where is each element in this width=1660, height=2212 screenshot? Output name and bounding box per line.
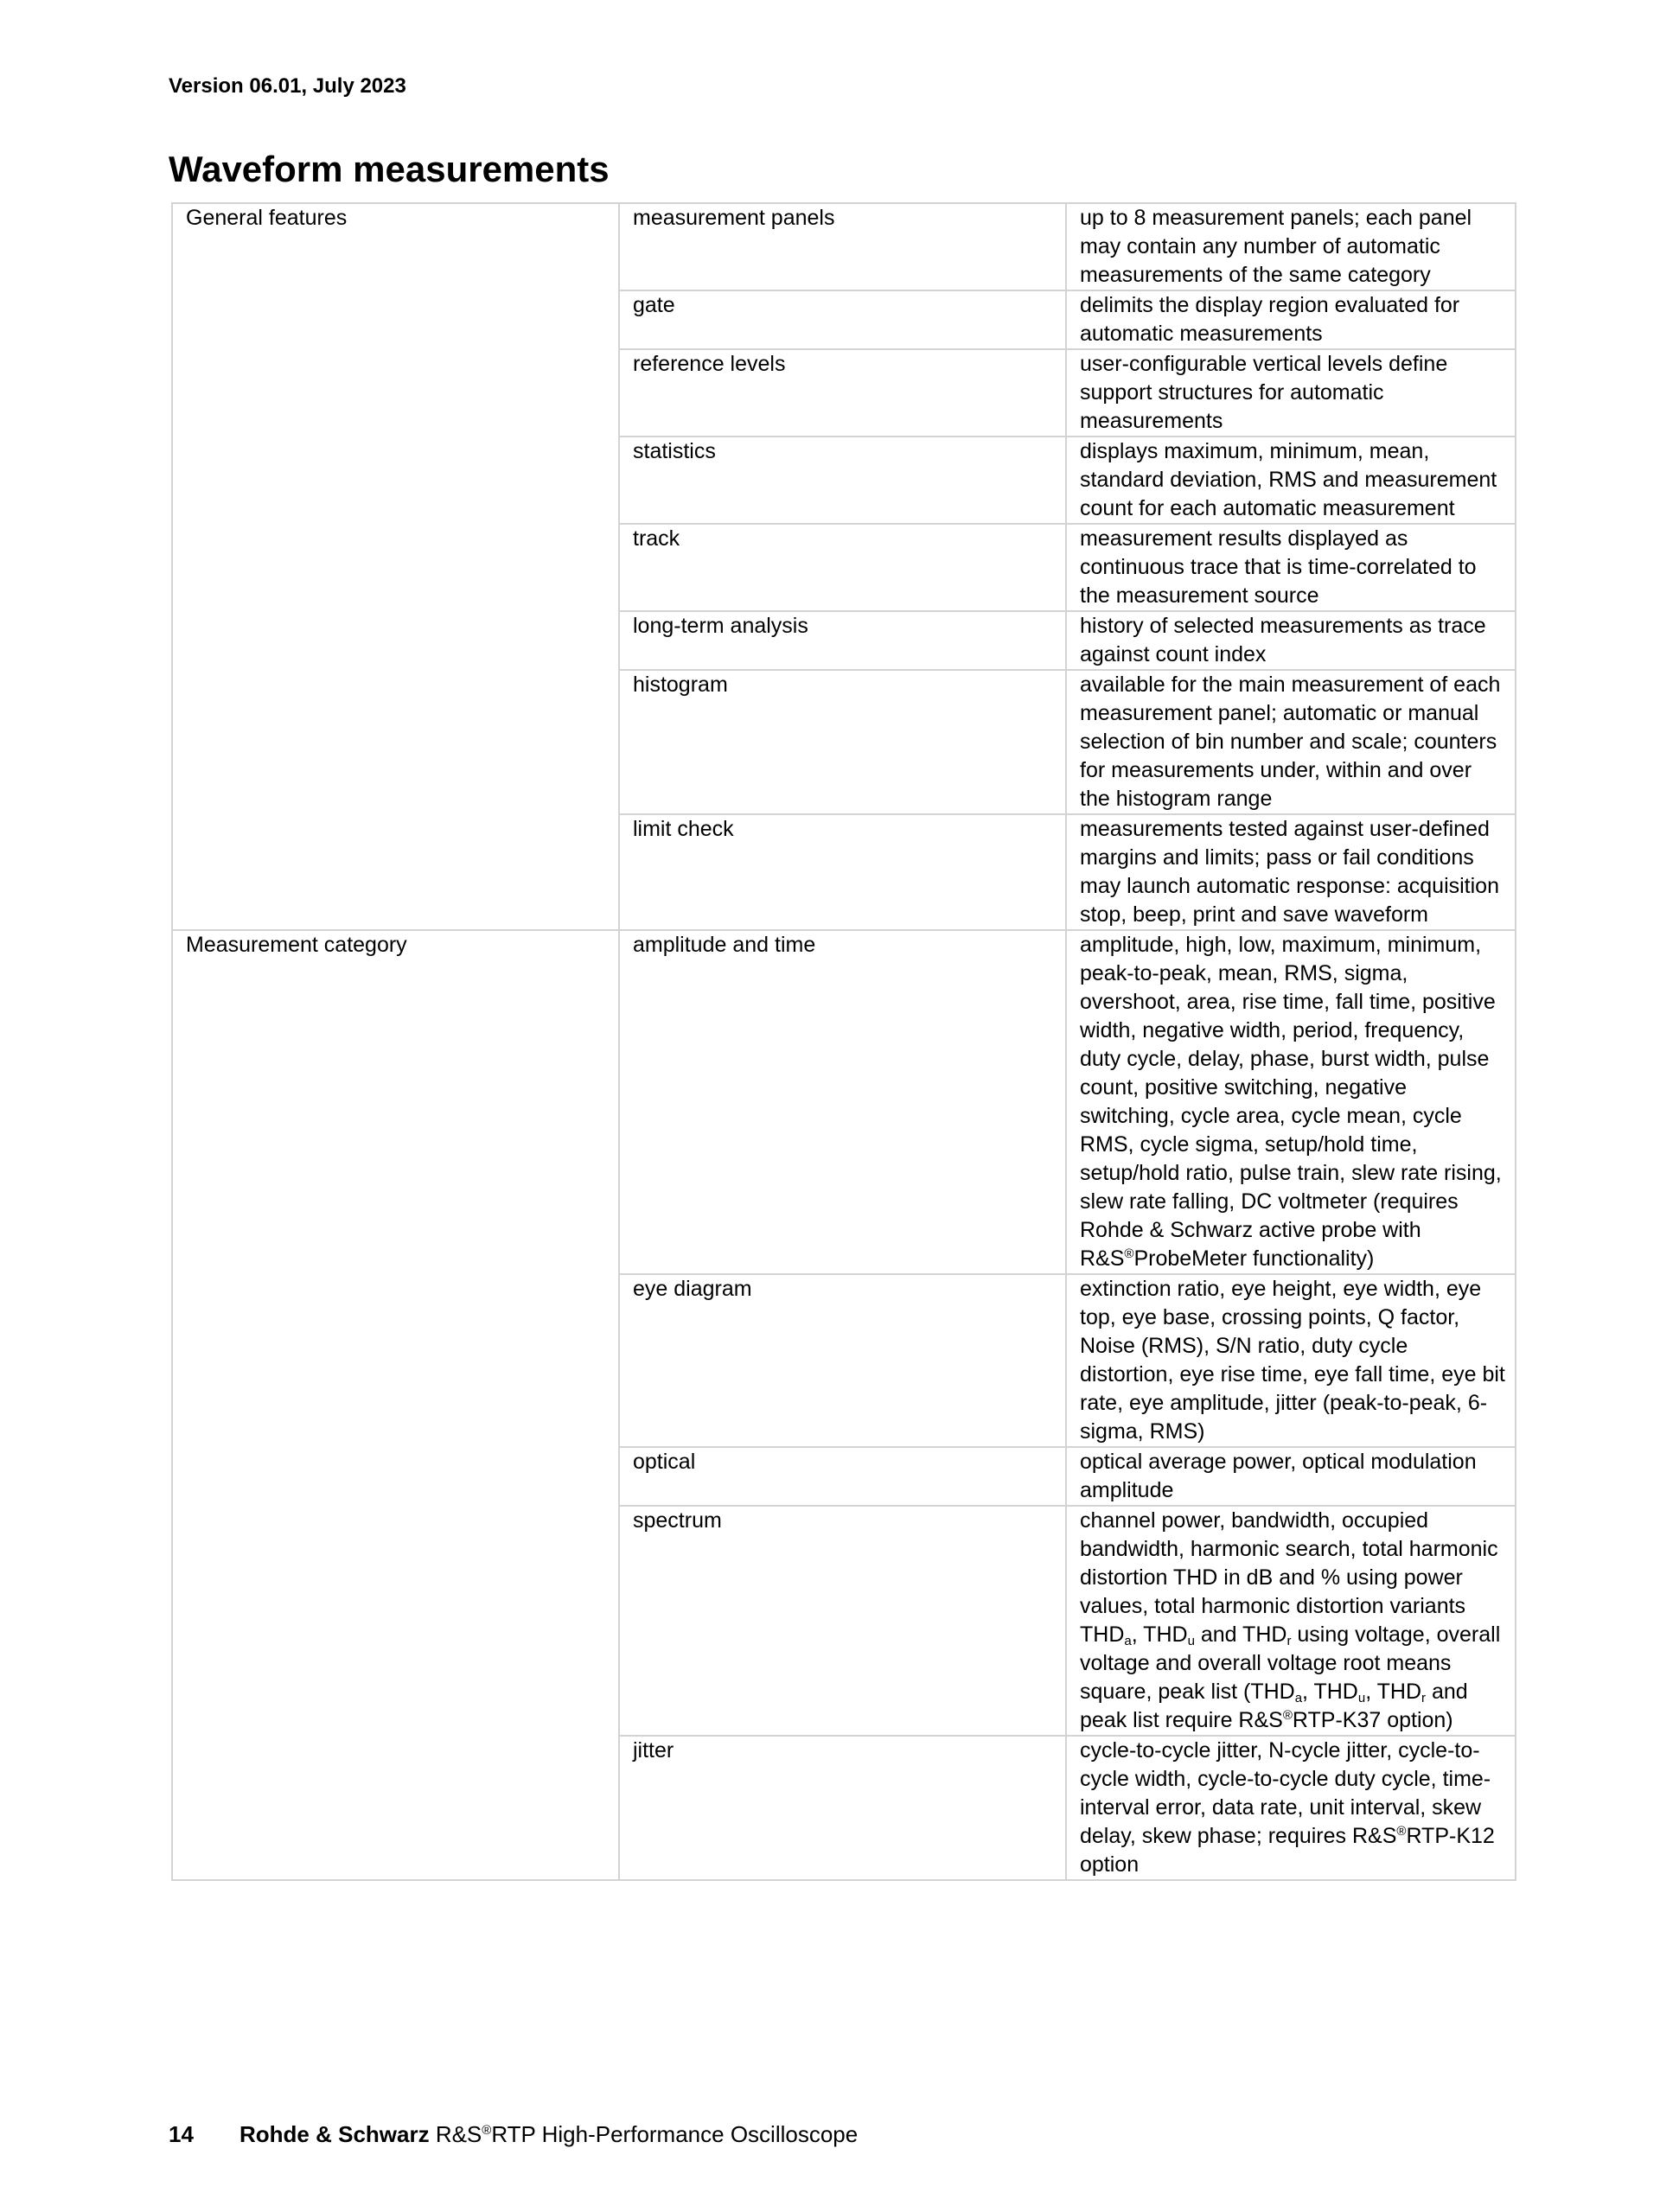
description-cell: displays maximum, minimum, mean, standard deviation, RMS and measurement count for each automatic measurement — [1066, 437, 1516, 524]
feature-cell: measurement panels — [619, 203, 1066, 290]
brand-name: Rohde & Schwarz — [239, 2121, 430, 2147]
page-footer — [169, 2121, 858, 2148]
feature-cell: eye diagram — [619, 1274, 1066, 1447]
description-cell: measurements tested against user-defined margins and limits; pass or fail conditions may launch automatic response: acquisition stop, beep, print and save waveform — [1066, 814, 1516, 930]
description-cell: user-configurable vertical levels define support structures for automatic measurements — [1066, 349, 1516, 437]
version-header: Version 06.01, July 2023 — [169, 74, 406, 98]
product-name: RTP High-Performance Oscilloscope — [491, 2121, 859, 2147]
feature-cell: jitter — [619, 1736, 1066, 1880]
description-cell: available for the main measurement of each measurement panel; automatic or manual selection of bin number and scale; counters for measurements under, within and over the histogram range — [1066, 670, 1516, 814]
description-cell: up to 8 measurement panels; each panel may contain any number of automatic measurements of the same category — [1066, 203, 1516, 290]
table-row — [172, 203, 1516, 290]
feature-cell: histogram — [619, 670, 1066, 814]
feature-cell: track — [619, 524, 1066, 611]
description-cell: measurement results displayed as continuous trace that is time-correlated to the measurement source — [1066, 524, 1516, 611]
description-cell: amplitude, high, low, maximum, minimum, peak-to-peak, mean, RMS, sigma, overshoot, area, rise time, fall time, positive width, negative width, period, frequency, duty cycle, delay, phase, burst width, pulse count, positive switching, negative switching, cycle area, cycle mean, cycle RMS, cycle sigma, setup/hold time, setup/hold ratio, pulse train, slew rate rising, slew rate falling, DC voltmeter (requires Rohde & Schwarz active probe with R&S®ProbeMeter functionality) — [1066, 930, 1516, 1274]
table-row — [172, 930, 1516, 1274]
feature-cell: amplitude and time — [619, 930, 1066, 1274]
feature-cell: limit check — [619, 814, 1066, 930]
description-cell: history of selected measurements as trace against count index — [1066, 611, 1516, 670]
description-cell: delimits the display region evaluated for automatic measurements — [1066, 290, 1516, 349]
description-cell: cycle-to-cycle jitter, N-cycle jitter, cycle-to-cycle width, cycle-to-cycle duty cycle, time-interval error, data rate, unit interval, skew delay, skew phase; requires R&S®RTP-K12 option — [1066, 1736, 1516, 1880]
feature-cell: reference levels — [619, 349, 1066, 437]
description-cell: extinction ratio, eye height, eye width, eye top, eye base, crossing points, Q factor, Noise (RMS), S/N ratio, duty cycle distortion, eye rise time, eye fall time, eye bit rate, eye amplitude, jitter (peak-to-peak, 6-sigma, RMS) — [1066, 1274, 1516, 1447]
feature-cell: statistics — [619, 437, 1066, 524]
product-prefix: R&S — [429, 2121, 482, 2147]
feature-cell: spectrum — [619, 1506, 1066, 1736]
feature-cell: gate — [619, 290, 1066, 349]
feature-cell: optical — [619, 1447, 1066, 1506]
category-cell-measurement-category: Measurement category — [172, 930, 619, 1880]
waveform-measurements-table — [171, 202, 1516, 1881]
category-cell-general-features: General features — [172, 203, 619, 930]
description-cell: channel power, bandwidth, occupied bandwidth, harmonic search, total harmonic distortion THD in dB and % using power values, total harmonic distortion variants $THD_a$, $THD_u$ and $THD_r$ using voltage, overall voltage and overall voltage root means square, peak list ($THD_a$, $THD_u$, $THD_r$ and peak list require R&S®RTP-K37 option) — [1066, 1506, 1516, 1736]
registered-mark: ® — [482, 2123, 492, 2138]
page-number: 14 — [169, 2121, 194, 2147]
section-title: Waveform measurements — [169, 149, 610, 189]
feature-cell: long-term analysis — [619, 611, 1066, 670]
description-cell: optical average power, optical modulation amplitude — [1066, 1447, 1516, 1506]
